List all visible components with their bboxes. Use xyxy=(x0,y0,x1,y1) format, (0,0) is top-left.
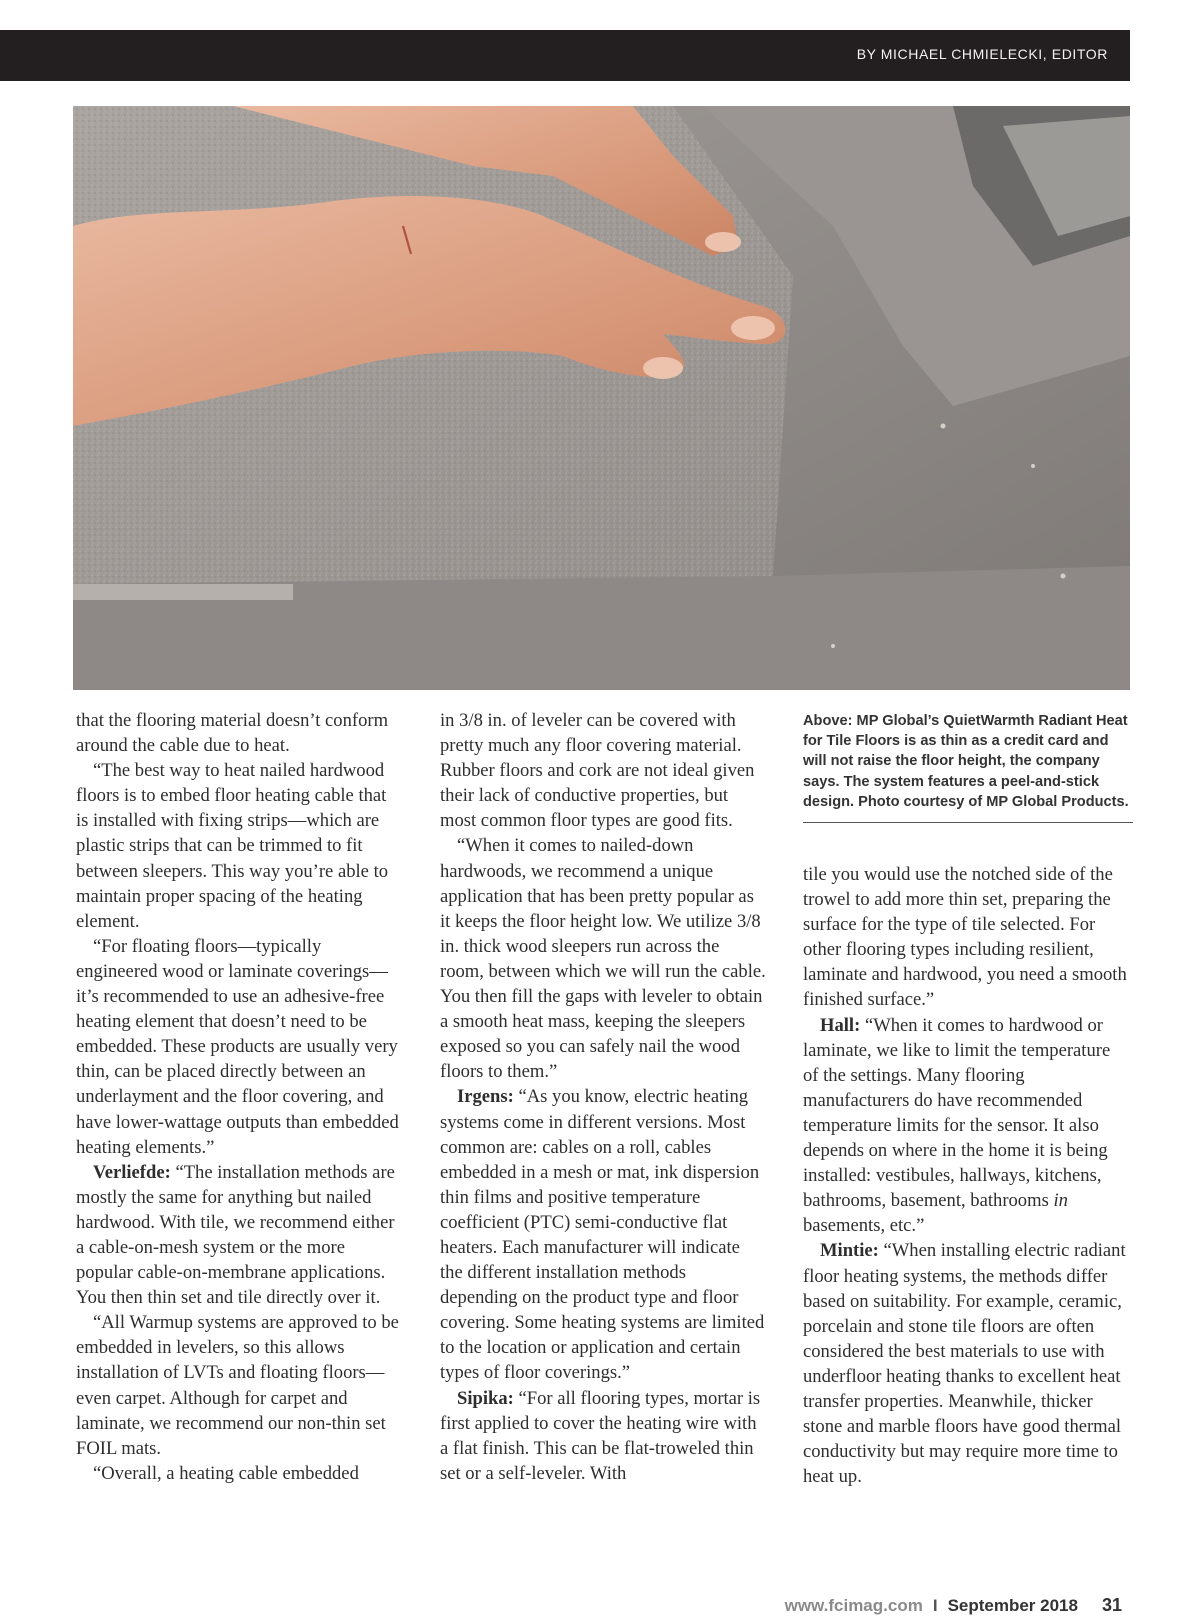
speaker-name: Hall: xyxy=(820,1014,861,1036)
paragraph-text: “The installation methods are mostly the same for anything but nailed hardwood. With tile, we recommend either a cable-on-mesh system or the more popular cable-on-membrane applications. You then thin set and tile directly over it. xyxy=(76,1161,395,1309)
column-1 xyxy=(76,708,402,1486)
caption-text: MP Global’s QuietWarmth Radiant Heat for Tile Floors is as thin as a credit card and will not raise the floor height, the company says. The system features a peel-and-stick design. Photo courtesy of MP Global Products. xyxy=(803,713,1129,810)
paragraph xyxy=(76,1160,402,1311)
paragraph xyxy=(440,1084,766,1385)
column-2 xyxy=(440,708,766,1486)
speaker-name: Sipika: xyxy=(457,1387,514,1409)
page-number: 31 xyxy=(1101,1595,1122,1615)
hands-pressing-heating-mat-icon xyxy=(73,106,1130,690)
speaker-name: Mintie: xyxy=(820,1240,879,1262)
paragraph-text: “As you know, electric heating systems come in different versions. Most common are: cables on a roll, cables embedded in a mesh or mat, ink dispersion thin films and positive temperature coefficient (PTC) semi-conductive flat heaters. Each manufacturer will indicate the different installation methods depending on the product type and floor covering. Some heating systems are limited to the location or application and certain types of floor coverings.” xyxy=(440,1086,765,1384)
paragraph: “Overall, a heating cable embedded xyxy=(93,1462,359,1484)
paragraph xyxy=(803,1013,1129,1239)
paragraph: “When it comes to nailed-down hardwoods, we recommend a unique application that has been pretty popular as it keeps the floor height low. We utilize 3/8 in. thick wood sleepers run across the room, between which we will run the cable. You then fill the gaps with leveler to obtain a smooth heat mass, keeping the sleepers exposed so you can safely nail the wood floors to them.” xyxy=(440,835,766,1083)
footer-date: September 2018 xyxy=(947,1596,1078,1615)
italic-text: in xyxy=(1053,1190,1068,1212)
column-3 xyxy=(803,862,1129,1489)
byline: BY MICHAEL CHMIELECKI, EDITOR xyxy=(856,46,1108,62)
paragraph: “For floating floors—typically engineered wood or laminate coverings—it’s recommended to use an adhesive-free heating element that doesn’t need to be embedded. These products are usually very thin, can be placed directly between an underlayment and the floor covering, and have lower-wattage outputs than embedded heating elements.” xyxy=(76,935,399,1158)
paragraph: in 3/8 in. of leveler can be covered with pretty much any floor covering material. Rubber floors and cork are not ideal given their lack of conductive properties, but most common floor types are good fits. xyxy=(440,710,755,832)
paragraph-text: basements, etc.” xyxy=(803,1215,925,1237)
photo-caption xyxy=(803,711,1133,823)
paragraph xyxy=(440,1386,766,1486)
paragraph-text: “For all flooring types, mortar is first applied to cover the heating wire with a flat finish. This can be flat-troweled thin set or a self-leveler. With xyxy=(440,1387,761,1484)
paragraph: “All Warmup systems are approved to be embedded in levelers, so this allows installation of LVTs and floating floors—even carpet. Although for carpet and laminate, we recommend our non-thin set FOIL mats. xyxy=(76,1312,399,1459)
caption-lead: Above: xyxy=(803,713,853,729)
paragraph: that the flooring material doesn’t conform around the cable due to heat. xyxy=(76,710,389,757)
paragraph xyxy=(803,1238,1129,1489)
paragraph: tile you would use the notched side of the trowel to add more thin set, preparing the surface for the type of tile selected. For other flooring types including resilient, laminate and hardwood, you need a smooth finished surface.” xyxy=(803,864,1127,1011)
header-bar xyxy=(0,30,1130,81)
speaker-name: Verliefde: xyxy=(93,1161,171,1183)
paragraph-text: “When it comes to hardwood or laminate, we like to limit the temperature of the settings. Many flooring manufacturers do have recommended temperature limits for the sensor. It also depends on where in the home it is being installed: vestibules, hallways, kitchens, bathrooms, basement, bathrooms xyxy=(803,1014,1111,1212)
paragraph: “The best way to heat nailed hardwood floors is to embed floor heating cable that is installed with fixing strips—which are plastic strips that can be trimmed to fit between sleepers. This way you’re able to maintain proper spacing of the heating element. xyxy=(76,760,389,932)
footer-url: www.fcimag.com xyxy=(784,1596,923,1615)
paragraph-text: “When installing electric radiant floor heating systems, the methods differ based on suitability. For example, ceramic, porcelain and stone tile floors are often considered the best materials to use with underfloor heating thanks to excellent heat transfer properties. Meanwhile, thicker stone and marble floors have good thermal conductivity but may require more time to heat up. xyxy=(803,1240,1126,1488)
footer-separator: I xyxy=(932,1596,938,1615)
speaker-name: Irgens: xyxy=(457,1086,514,1108)
